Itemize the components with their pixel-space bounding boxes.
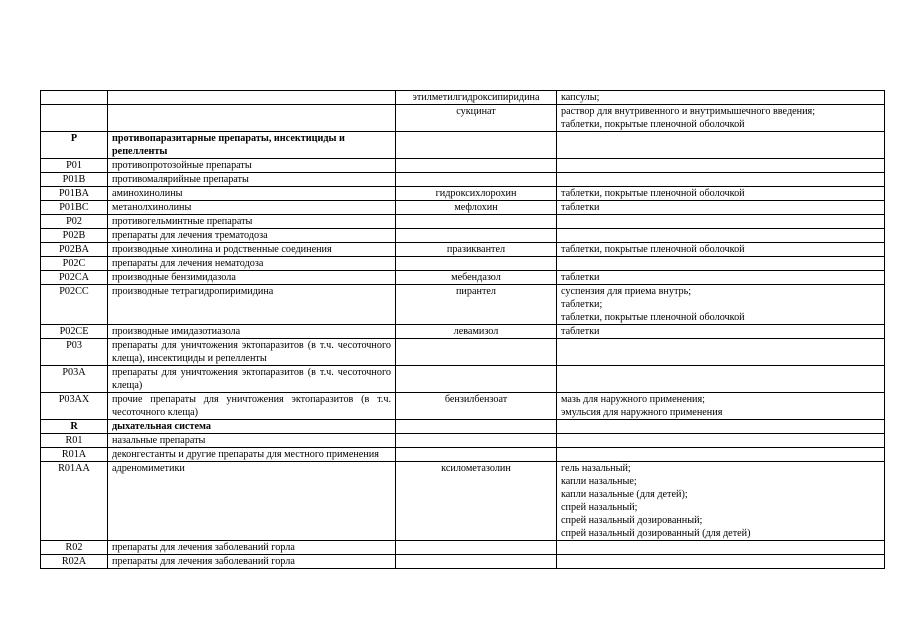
table-row bbox=[41, 201, 885, 215]
dosage-forms-cell bbox=[557, 555, 885, 569]
atc-code-cell: P03A bbox=[41, 366, 108, 393]
atc-code-cell: R bbox=[41, 420, 108, 434]
table-row bbox=[41, 339, 885, 366]
table-row bbox=[41, 555, 885, 569]
drug-name-cell bbox=[396, 229, 557, 243]
atc-code-cell: P01B bbox=[41, 173, 108, 187]
group-name-cell: препараты для лечения заболеваний горла bbox=[108, 541, 396, 555]
drug-name-cell bbox=[396, 366, 557, 393]
drug-name-cell: ксилометазолин bbox=[396, 462, 557, 541]
dosage-forms-cell bbox=[557, 187, 885, 201]
dosage-forms-cell bbox=[557, 159, 885, 173]
dosage-form-line: таблетки, покрытые пленочной оболочкой bbox=[561, 244, 745, 255]
group-name-cell: деконгестанты и другие препараты для местного применения bbox=[108, 448, 396, 462]
table-row bbox=[41, 243, 885, 257]
dosage-forms-cell bbox=[557, 339, 885, 366]
group-name-cell: аминохинолины bbox=[108, 187, 396, 201]
table-row bbox=[41, 366, 885, 393]
dosage-form-line: таблетки bbox=[561, 272, 600, 283]
table-row bbox=[41, 257, 885, 271]
table-row bbox=[41, 173, 885, 187]
atc-code-cell: P02B bbox=[41, 229, 108, 243]
dosage-forms-cell bbox=[557, 257, 885, 271]
table-row bbox=[41, 105, 885, 132]
dosage-forms-cell bbox=[557, 462, 885, 541]
table-row bbox=[41, 325, 885, 339]
dosage-forms-cell bbox=[557, 215, 885, 229]
table-row bbox=[41, 434, 885, 448]
dosage-form-line: капли назальные; bbox=[561, 476, 637, 487]
dosage-form-line: спрей назальный дозированный (для детей) bbox=[561, 528, 751, 539]
atc-code-cell: P01BA bbox=[41, 187, 108, 201]
medicines-table bbox=[40, 90, 885, 569]
dosage-form-line: таблетки, покрытые пленочной оболочкой bbox=[561, 119, 745, 130]
drug-name-cell: мефлохин bbox=[396, 201, 557, 215]
dosage-forms-cell bbox=[557, 448, 885, 462]
atc-code-cell: P01BC bbox=[41, 201, 108, 215]
dosage-form-line: мазь для наружного применения; bbox=[561, 394, 706, 405]
dosage-form-line: суспензия для приема внутрь; bbox=[561, 286, 692, 297]
table-row bbox=[41, 187, 885, 201]
atc-code-cell: R01 bbox=[41, 434, 108, 448]
table-row bbox=[41, 159, 885, 173]
group-name-cell: дыхательная система bbox=[108, 420, 396, 434]
dosage-form-line: раствор для внутривенного и внутримышечного введения; bbox=[561, 106, 816, 117]
atc-code-cell: P bbox=[41, 132, 108, 159]
group-name-cell: препараты для лечения нематодоза bbox=[108, 257, 396, 271]
atc-code-cell: R01A bbox=[41, 448, 108, 462]
dosage-forms-cell bbox=[557, 201, 885, 215]
dosage-form-line: таблетки, покрытые пленочной оболочкой bbox=[561, 188, 745, 199]
drug-name-cell: левамизол bbox=[396, 325, 557, 339]
group-name-cell: препараты для лечения трематодоза bbox=[108, 229, 396, 243]
dosage-form-line: таблетки, покрытые пленочной оболочкой bbox=[561, 312, 745, 323]
dosage-forms-cell bbox=[557, 393, 885, 420]
table-row bbox=[41, 462, 885, 541]
group-name-cell: противопротозойные препараты bbox=[108, 159, 396, 173]
atc-code-cell: R02A bbox=[41, 555, 108, 569]
dosage-forms-cell bbox=[557, 229, 885, 243]
table-row bbox=[41, 132, 885, 159]
atc-code-cell: P03 bbox=[41, 339, 108, 366]
dosage-form-line: капсулы; bbox=[561, 92, 600, 103]
dosage-form-line: спрей назальный; bbox=[561, 502, 638, 513]
group-name-cell: прочие препараты для уничтожения эктопаразитов (в т.ч. чесоточного клеща) bbox=[108, 393, 396, 420]
atc-code-cell bbox=[41, 91, 108, 105]
dosage-forms-cell bbox=[557, 325, 885, 339]
dosage-forms-cell bbox=[557, 285, 885, 325]
drug-name-cell: этилметилгидроксипиридина bbox=[396, 91, 557, 105]
group-name-cell: противомалярийные препараты bbox=[108, 173, 396, 187]
atc-code-cell: P02C bbox=[41, 257, 108, 271]
dosage-forms-cell bbox=[557, 541, 885, 555]
table-row bbox=[41, 229, 885, 243]
dosage-form-line: таблетки; bbox=[561, 299, 603, 310]
drug-name-cell bbox=[396, 448, 557, 462]
group-name-cell bbox=[108, 105, 396, 132]
group-name-cell: производные бензимидазола bbox=[108, 271, 396, 285]
drug-name-cell bbox=[396, 257, 557, 271]
dosage-forms-cell bbox=[557, 434, 885, 448]
drug-name-cell bbox=[396, 215, 557, 229]
group-name-cell: производные хинолина и родственные соединения bbox=[108, 243, 396, 257]
table-body bbox=[41, 91, 885, 569]
dosage-forms-cell bbox=[557, 420, 885, 434]
dosage-form-line: эмульсия для наружного применения bbox=[561, 407, 723, 418]
dosage-forms-cell bbox=[557, 105, 885, 132]
drug-name-cell bbox=[396, 420, 557, 434]
table-row bbox=[41, 541, 885, 555]
table-row bbox=[41, 420, 885, 434]
drug-name-cell bbox=[396, 339, 557, 366]
drug-name-cell: пирантел bbox=[396, 285, 557, 325]
group-name-cell: производные имидазотиазола bbox=[108, 325, 396, 339]
drug-name-cell bbox=[396, 159, 557, 173]
table-row bbox=[41, 215, 885, 229]
drug-name-cell bbox=[396, 555, 557, 569]
group-name-cell: назальные препараты bbox=[108, 434, 396, 448]
drug-name-cell: бензилбензоат bbox=[396, 393, 557, 420]
atc-code-cell: P03AX bbox=[41, 393, 108, 420]
group-name-cell bbox=[108, 91, 396, 105]
table-row bbox=[41, 285, 885, 325]
drug-name-cell bbox=[396, 541, 557, 555]
dosage-forms-cell bbox=[557, 132, 885, 159]
drug-name-cell: сукцинат bbox=[396, 105, 557, 132]
group-name-cell: препараты для лечения заболеваний горла bbox=[108, 555, 396, 569]
atc-code-cell: R01AA bbox=[41, 462, 108, 541]
dosage-forms-cell bbox=[557, 91, 885, 105]
dosage-form-line: гель назальный; bbox=[561, 463, 631, 474]
table-row bbox=[41, 271, 885, 285]
atc-code-cell: P02 bbox=[41, 215, 108, 229]
group-name-cell: противогельминтные препараты bbox=[108, 215, 396, 229]
table-row bbox=[41, 91, 885, 105]
drug-name-cell bbox=[396, 434, 557, 448]
dosage-forms-cell bbox=[557, 173, 885, 187]
drug-name-cell bbox=[396, 173, 557, 187]
atc-code-cell: R02 bbox=[41, 541, 108, 555]
group-name-cell: препараты для уничтожения эктопаразитов (в т.ч. чесоточного клеща) bbox=[108, 366, 396, 393]
table-row bbox=[41, 393, 885, 420]
atc-code-cell: P02BA bbox=[41, 243, 108, 257]
group-name-cell: препараты для уничтожения эктопаразитов (в т.ч. чесоточного клеща), инсектициды и репелленты bbox=[108, 339, 396, 366]
table-row bbox=[41, 448, 885, 462]
group-name-cell: адреномиметики bbox=[108, 462, 396, 541]
atc-code-cell: P02CC bbox=[41, 285, 108, 325]
atc-code-cell: P02CA bbox=[41, 271, 108, 285]
dosage-forms-cell bbox=[557, 243, 885, 257]
dosage-form-line: таблетки bbox=[561, 202, 600, 213]
drug-name-cell: празиквантел bbox=[396, 243, 557, 257]
dosage-forms-cell bbox=[557, 271, 885, 285]
group-name-cell: производные тетрагидропиримидина bbox=[108, 285, 396, 325]
group-name-cell: противопаразитарные препараты, инсектициды и репелленты bbox=[108, 132, 396, 159]
atc-code-cell: P02CE bbox=[41, 325, 108, 339]
drug-name-cell bbox=[396, 132, 557, 159]
dosage-form-line: таблетки bbox=[561, 326, 600, 337]
atc-code-cell: P01 bbox=[41, 159, 108, 173]
dosage-form-line: спрей назальный дозированный; bbox=[561, 515, 703, 526]
dosage-forms-cell bbox=[557, 366, 885, 393]
atc-code-cell bbox=[41, 105, 108, 132]
dosage-form-line: капли назальные (для детей); bbox=[561, 489, 688, 500]
drug-name-cell: мебендазол bbox=[396, 271, 557, 285]
group-name-cell: метанолхинолины bbox=[108, 201, 396, 215]
drug-name-cell: гидроксихлорохин bbox=[396, 187, 557, 201]
